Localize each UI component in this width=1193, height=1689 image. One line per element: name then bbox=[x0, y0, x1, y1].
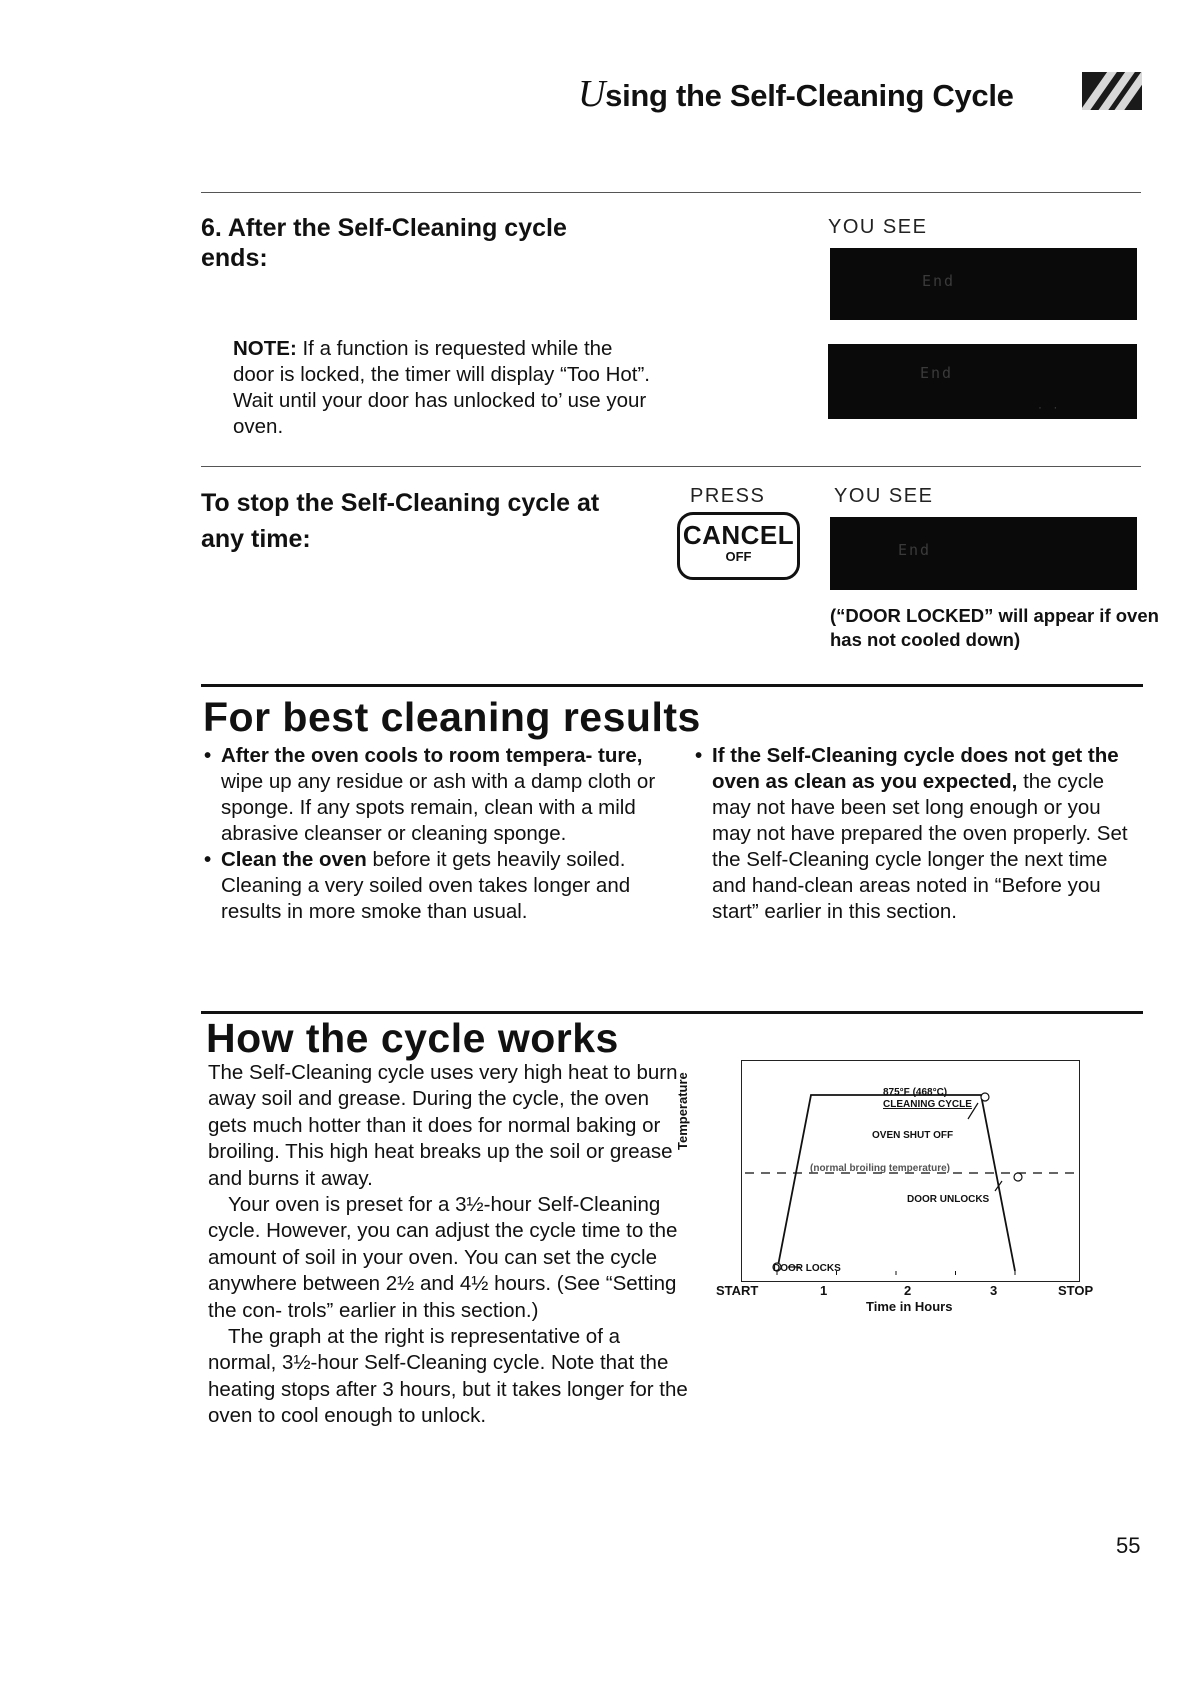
section-divider bbox=[201, 684, 1143, 687]
cycle-text bbox=[208, 1060, 688, 1430]
divider bbox=[201, 192, 1141, 193]
shutoff-marker bbox=[981, 1093, 989, 1101]
list-item: • Clean the oven before it gets heavily soiled. Cleaning a very soiled oven takes longer and results in more smoke than usual. bbox=[204, 847, 659, 925]
x-tick-label: 3 bbox=[990, 1283, 998, 1298]
display-readout: End bbox=[922, 272, 956, 290]
note-label: NOTE: bbox=[233, 337, 297, 360]
cancel-button[interactable] bbox=[677, 512, 800, 580]
annotation-normal: (normal broiling temperature) bbox=[810, 1163, 951, 1174]
unlocks-marker bbox=[1014, 1173, 1022, 1181]
best-results-right bbox=[695, 743, 1140, 925]
annotation-unlocks: DOOR UNLOCKS bbox=[907, 1194, 990, 1205]
best-results-heading: For best cleaning results bbox=[203, 694, 701, 740]
x-tick-label: 1 bbox=[820, 1283, 828, 1298]
paragraph: The graph at the right is representative of a normal, 3½-hour Self-Cleaning cycle. Note that the heating stops after 3 hours, but it takes longer for the oven to cool enough to unlock. bbox=[208, 1325, 688, 1428]
display-readout: End bbox=[898, 541, 932, 559]
x-tick-label: START bbox=[716, 1283, 759, 1298]
note-text: If a function is requested while the door is locked, the timer will display “Too Hot”. Wait until your door has unlocked to’ use your oven. bbox=[233, 337, 650, 438]
page-title bbox=[578, 72, 1014, 116]
x-axis-label: Time in Hours bbox=[866, 1299, 953, 1314]
title-text: sing the Self-Cleaning Cycle bbox=[605, 78, 1014, 113]
best-results-left bbox=[204, 743, 659, 925]
cycle-heading: How the cycle works bbox=[206, 1015, 619, 1061]
oven-display-3 bbox=[830, 517, 1137, 590]
section-divider bbox=[201, 1011, 1143, 1014]
oven-display-1 bbox=[830, 248, 1137, 320]
cancel-label: CANCEL bbox=[682, 520, 795, 550]
y-axis-label: Temperature bbox=[675, 1072, 690, 1150]
door-locked-note: (“DOOR LOCKED” will appear if oven has not cooled down) bbox=[830, 605, 1159, 650]
paragraph: The Self-Cleaning cycle uses very high heat to burn away soil and grease. During the cycle, the oven gets much hotter than it does for normal baking or broiling. This high heat breaks up the soil or grease and burns it away. bbox=[208, 1061, 678, 1190]
brand-logo-icon bbox=[1082, 72, 1142, 110]
list-item: • After the oven cools to room tempera- ture, wipe up any residue or ash with a damp cloth or sponge. If any spots remain, clean with a mild abrasive cleanser or cleaning sponge. bbox=[204, 743, 659, 847]
annotation-locks: DOOR LOCKS bbox=[773, 1263, 841, 1274]
annotation-peak: 875°F (468°C) bbox=[883, 1087, 948, 1098]
title-initial: U bbox=[578, 73, 606, 115]
x-tick-label: 2 bbox=[904, 1283, 912, 1298]
press-label: PRESS bbox=[690, 485, 766, 507]
oven-display-2 bbox=[828, 344, 1137, 419]
you-see-label: YOU SEE bbox=[828, 216, 928, 238]
display-indicators: · · bbox=[1038, 400, 1062, 414]
x-tick-label: STOP bbox=[1058, 1283, 1094, 1298]
temperature-line bbox=[777, 1095, 1015, 1271]
you-see-label: YOU SEE bbox=[834, 485, 934, 507]
list-item: • If the Self-Cleaning cycle does not get the oven as clean as you expected, the cycle may not have been set long enough or you may not have prepared the oven properly. Set the Self-Cleaning cycle longer the next time and hand-clean areas noted in “Before you start” earlier in this section. bbox=[695, 743, 1140, 925]
divider bbox=[201, 466, 1141, 467]
off-label: OFF bbox=[725, 549, 752, 564]
annotation-cycle: CLEANING CYCLE bbox=[883, 1099, 972, 1110]
step6-note bbox=[233, 336, 653, 440]
page-number: 55 bbox=[1116, 1533, 1141, 1558]
display-readout: End bbox=[920, 364, 954, 382]
annotation-shutoff: OVEN SHUT OFF bbox=[872, 1130, 954, 1141]
step6-title: 6. After the Self-Cleaning cycle ends: bbox=[201, 214, 567, 272]
paragraph: Your oven is preset for a 3½-hour Self-Cleaning cycle. However, you can adjust the cycle time to the amount of soil in your oven. You can set the cycle anywhere between 2½ and 4½ hours. (See “Setting the con- trols” earlier in this section.) bbox=[208, 1193, 678, 1322]
stop-title: To stop the Self-Cleaning cycle at any time: bbox=[201, 489, 600, 553]
